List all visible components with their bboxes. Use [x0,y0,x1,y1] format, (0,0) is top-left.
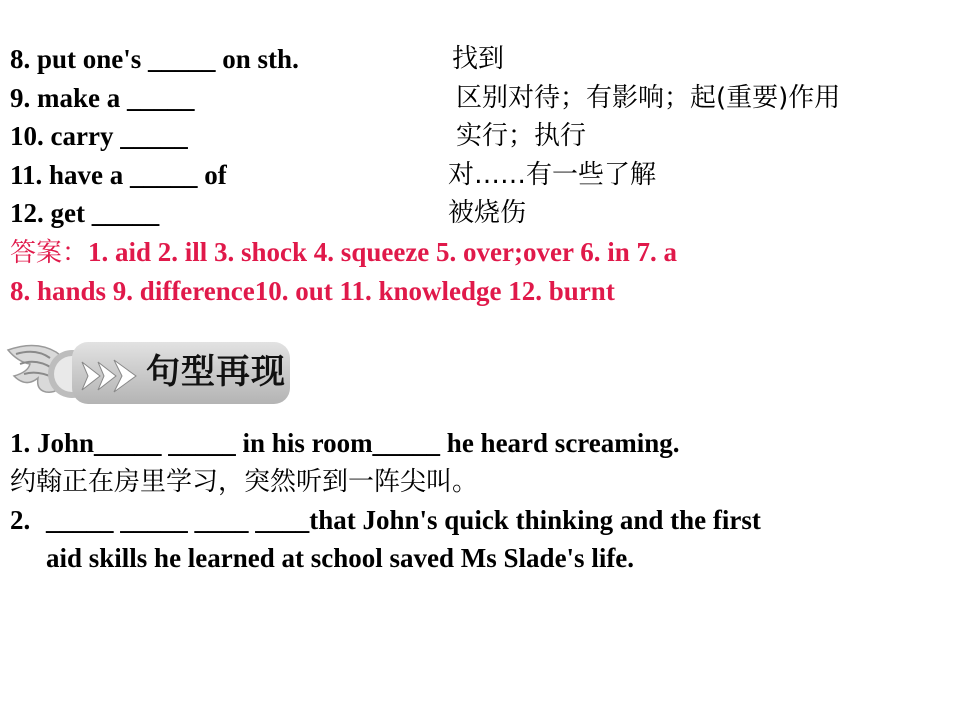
double-arrow-icon [78,358,148,398]
answers-line-1 [10,236,677,269]
vocab-item-10: 10. carry _____ [10,121,188,151]
sentence-2-line-2: aid skills he learned at school saved Ms Slade's life. [46,543,635,573]
vocab-item-12: 12. get _____ [10,198,160,228]
answers-line-2: 8. hands 9. difference10. out 11. knowledge 12. burnt [10,276,615,306]
sentence-1-english: 1. John_____ _____ in his room_____ he heard screaming. [10,428,680,458]
vocab-meaning-11: 对……有一些了解 [448,160,657,190]
section-title: 句型再现 [146,352,286,392]
sentence-1-chinese: 约翰正在房里学习，突然听到一阵尖叫。 [10,467,479,497]
vocab-meaning-12: 被烧伤 [448,198,527,228]
vocab-item-8: 8. put one's _____ on sth. [10,44,299,74]
answers-text-1: 1. aid 2. ill 3. shock 4. squeeze 5. over;over 6. in 7. a [88,237,677,267]
vocab-item-11: 11. have a _____ of [10,160,227,190]
answers-label: 答案： [10,238,89,268]
section-banner [6,338,290,408]
sentence-2-line-1: _____ _____ ____ ____that John's quick thinking and the first [46,505,761,535]
vocab-meaning-8: 找到 [452,44,505,74]
vocab-meaning-10: 实行；执行 [456,121,587,151]
sentence-2-number: 2. [10,505,31,535]
vocab-meaning-9: 区别对待；有影响；起(重要)作用 [456,83,841,113]
vocab-item-9: 9. make a _____ [10,83,195,113]
